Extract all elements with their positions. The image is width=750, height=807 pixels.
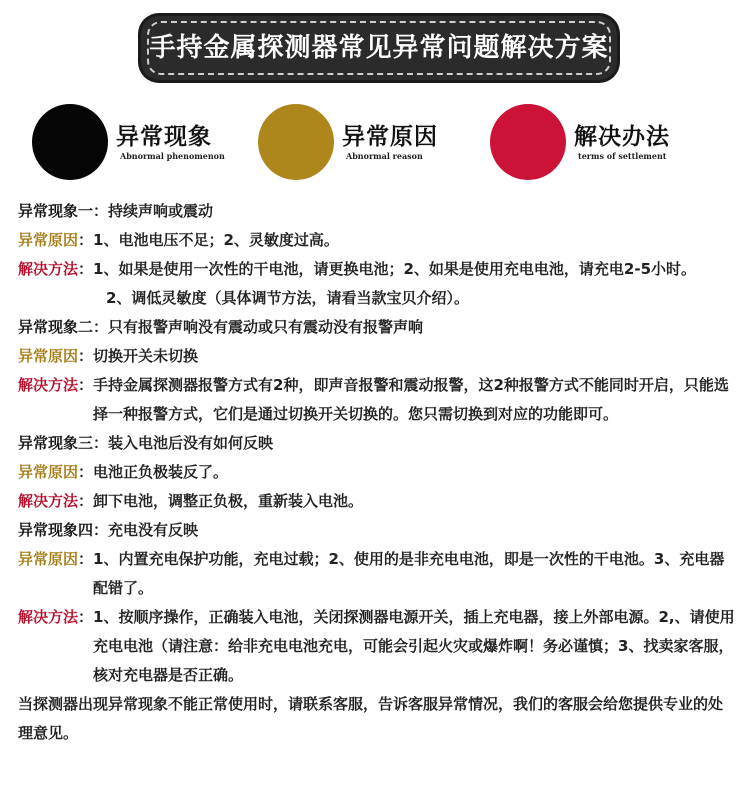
separator: ： bbox=[78, 463, 94, 481]
reason-text: 1、内置充电保护功能，充电过载；2、使用的是非充电电池，即是一次性的干电池。3、充电器配错了。 bbox=[93, 550, 725, 597]
solution-text: 1、如果是使用一次性的干电池，请更换电池；2、如果是使用充电电池，请充电2-5小时。 bbox=[93, 260, 697, 278]
phenomenon-row bbox=[18, 197, 736, 226]
phenomenon-text: 充电没有反映 bbox=[108, 521, 199, 539]
reason-text: 1、电池电压不足；2、灵敏度过高。 bbox=[93, 231, 339, 249]
red-circle-icon bbox=[490, 104, 566, 180]
solution-text: 卸下电池，调整正负极，重新装入电池。 bbox=[93, 492, 364, 510]
solution-extra-text: 2、调低灵敏度（具体调节方法，请看当款宝贝介绍）。 bbox=[106, 289, 469, 307]
reason-row bbox=[18, 458, 736, 487]
phenomenon-text: 装入电池后没有如何反映 bbox=[108, 434, 274, 452]
category-subtitle: Abnormal reason bbox=[346, 151, 423, 161]
gold-circle-icon bbox=[258, 104, 334, 180]
reason-row bbox=[18, 226, 736, 255]
separator: ： bbox=[93, 318, 109, 336]
page-title: 手持金属探测器常见异常问题解决方案 bbox=[149, 33, 609, 63]
reason-text: 电池正负极装反了。 bbox=[93, 463, 229, 481]
separator: ： bbox=[78, 608, 94, 626]
reason-label: 异常原因 bbox=[18, 347, 79, 365]
phenomenon-row bbox=[18, 313, 736, 342]
phenomenon-row bbox=[18, 429, 736, 458]
category-subtitle: terms of settlement bbox=[578, 151, 667, 161]
phenomenon-label: 异常现象三 bbox=[18, 434, 94, 452]
reason-row bbox=[18, 342, 736, 371]
troubleshooting-content bbox=[18, 197, 736, 748]
separator: ： bbox=[93, 521, 109, 539]
separator: ： bbox=[78, 550, 94, 568]
category-subtitle: Abnormal phenomenon bbox=[120, 151, 225, 161]
reason-label: 异常原因 bbox=[18, 231, 79, 249]
reason-text: 切换开关未切换 bbox=[93, 347, 199, 365]
reason-label: 异常原因 bbox=[18, 463, 79, 481]
solution-label: 解决方法 bbox=[18, 376, 79, 394]
phenomenon-label: 异常现象二 bbox=[18, 318, 94, 336]
separator: ： bbox=[78, 347, 94, 365]
category-title: 异常原因 bbox=[342, 124, 438, 150]
separator: ： bbox=[93, 434, 109, 452]
solution-label: 解决方法 bbox=[18, 260, 79, 278]
solution-label: 解决方法 bbox=[18, 492, 79, 510]
solution-row bbox=[18, 371, 736, 429]
solution-label: 解决方法 bbox=[18, 608, 79, 626]
phenomenon-row bbox=[18, 516, 736, 545]
phenomenon-label: 异常现象一 bbox=[18, 202, 94, 220]
separator: ： bbox=[78, 231, 94, 249]
closing-note: 当探测器出现异常现象不能正常使用时，请联系客服，告诉客服异常情况，我们的客服会给您提供专业的处理意见。 bbox=[18, 695, 724, 742]
reason-label: 异常原因 bbox=[18, 550, 79, 568]
phenomenon-text: 持续声响或震动 bbox=[108, 202, 214, 220]
solution-row bbox=[18, 487, 736, 516]
separator: ： bbox=[78, 260, 94, 278]
phenomenon-label: 异常现象四 bbox=[18, 521, 94, 539]
solution-row bbox=[18, 603, 736, 690]
title-banner bbox=[141, 16, 617, 80]
separator: ： bbox=[78, 376, 94, 394]
category-title: 异常现象 bbox=[116, 124, 212, 150]
separator: ： bbox=[93, 202, 109, 220]
reason-row bbox=[18, 545, 736, 603]
black-circle-icon bbox=[32, 104, 108, 180]
solution-text: 手持金属探测器报警方式有2种，即声音报警和震动报警，这2种报警方式不能同时开启，只能选择一种报警方式，它们是通过切换开关切换的。您只需切换到对应的功能即可。 bbox=[93, 376, 729, 423]
separator: ： bbox=[78, 492, 94, 510]
solution-row bbox=[18, 255, 736, 284]
category-title: 解决办法 bbox=[574, 124, 670, 150]
solution-text: 1、按顺序操作，正确装入电池，关闭探测器电源开关，插上充电器，接上外部电源。2,、请使用充电电池（请注意：给非充电电池充电，可能会引起火灾或爆炸啊！务必谨慎；3、找卖家客服，核对充电器是否正确。 bbox=[93, 608, 735, 684]
phenomenon-text: 只有报警声响没有震动或只有震动没有报警声响 bbox=[108, 318, 424, 336]
